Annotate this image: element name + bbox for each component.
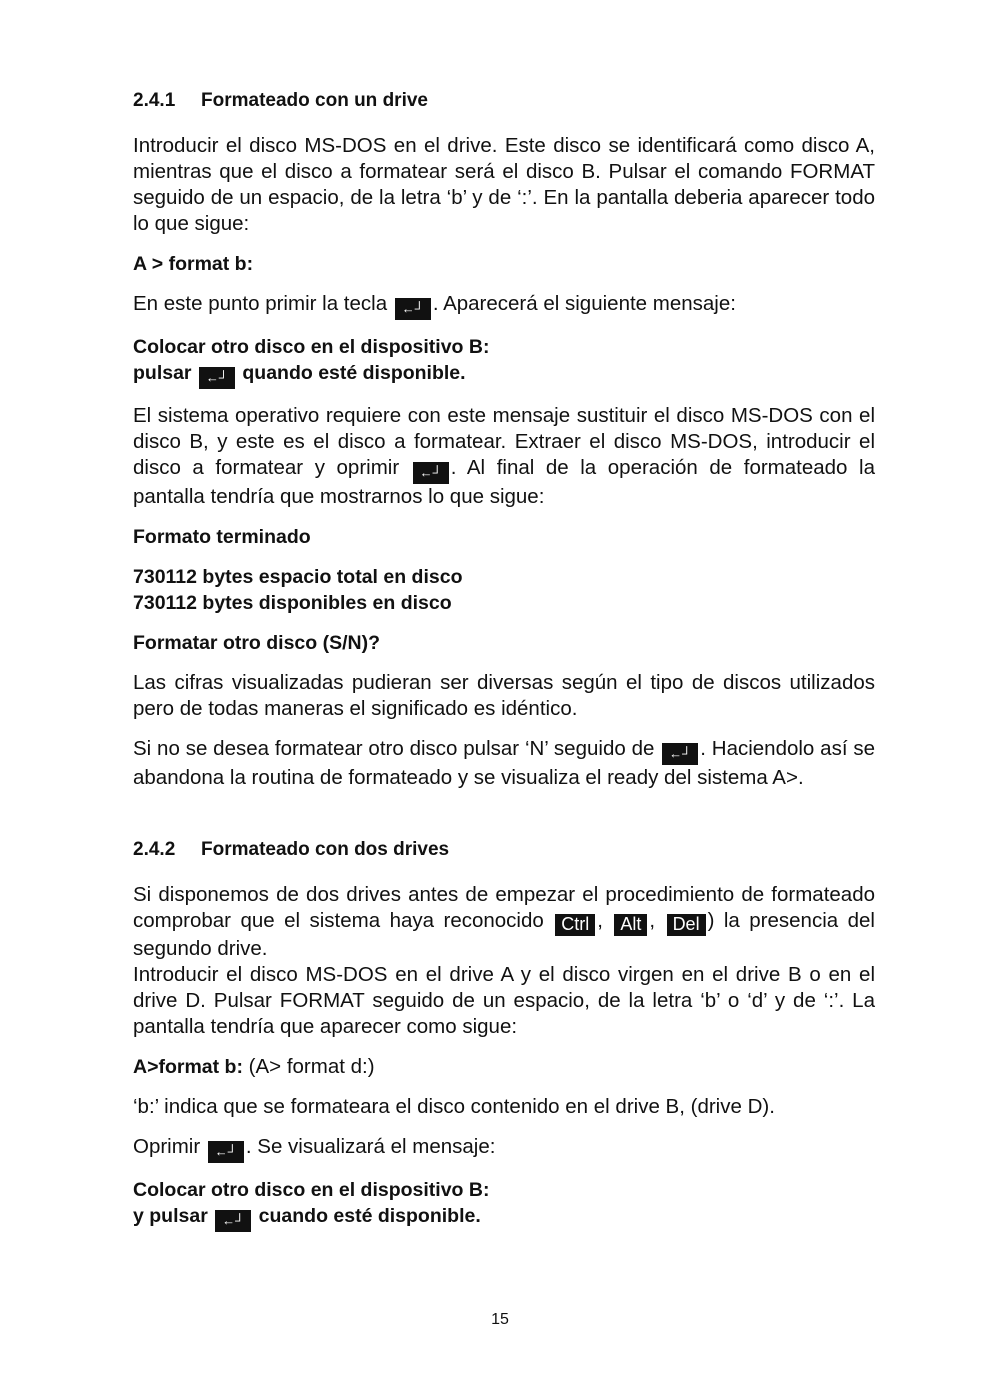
text: El sistema operativo requiere con este mensaje sustituir el disco MS-DOS con el disco B, y este es el disco a formatear. Extraer el disco MS-DOS, introducir el disco a formatear y oprimir [133,404,875,479]
text: . Al final de la operación de formateado la pantalla tendría que mostrarnos lo que sigue: [133,456,875,508]
screen-message [133,360,875,389]
text: . Haciendolo así se abandona la routina de formateado y se visualiza el ready del sistema A>. [133,737,875,789]
page-content [133,88,875,1246]
paragraph [133,736,875,791]
screen-message: Formato terminado [133,526,311,548]
del-key-icon: Del [667,914,706,936]
text: y pulsar [133,1205,208,1227]
screen-message: Colocar otro disco en el dispositivo B: [133,1179,490,1201]
paragraph [133,403,875,510]
section-title: Formateado con dos drives [201,839,450,860]
section-heading-2-4-1 [133,88,875,114]
text: A>format b: [133,1056,243,1078]
screen-message: Colocar otro disco en el dispositivo B: [133,336,490,358]
command-line: A > format b: [133,253,254,275]
alt-key-icon: Alt [614,914,647,936]
text: . Se visualizará el mensaje: [245,1135,496,1158]
paragraph [133,1134,875,1163]
paragraph [133,291,875,320]
paragraph [133,882,875,962]
screen-message [133,1203,875,1232]
section-number: 2.4.2 [133,839,176,860]
text: Si no se desea formatear otro disco pulsar ‘N’ seguido de [133,737,655,760]
text: , [597,909,603,932]
paragraph: Introducir el disco MS-DOS en el drive. Este disco se identificará como disco A, mientras que el disco a formatear será el disco B. Pulsar el comando FORMAT seguido de un espacio, de la letra ‘b’ y de ‘:’. En la pantalla deberia aparecer todo lo que sigue: [133,134,875,235]
enter-key-icon: ←┘ [215,1210,251,1232]
text: ) la presencia del segundo drive. [133,909,875,960]
text: Si disponemos de dos drives antes de empezar el procedimiento de formateado comprobar que el sistema haya reconocido [133,883,875,932]
enter-key-icon: ←┘ [208,1141,244,1163]
enter-key-icon: ←┘ [395,298,431,320]
page-number: 15 [491,1311,509,1328]
screen-message: 730112 bytes disponibles en disco [133,592,452,614]
enter-key-icon: ←┘ [662,743,698,765]
screen-message: Formatar otro disco (S/N)? [133,632,381,654]
enter-key-icon: ←┘ [413,462,449,484]
text: , [649,909,656,932]
command-line [133,1054,875,1080]
text: En este punto primir la tecla [133,292,388,315]
text: pulsar [133,362,192,384]
text: Oprimir [133,1135,201,1158]
section-number: 2.4.1 [133,90,176,111]
section-heading-2-4-2 [133,837,875,863]
paragraph: ‘b:’ indica que se formateara el disco contenido en el drive B, (drive D). [133,1095,775,1118]
screen-message: 730112 bytes espacio total en disco [133,566,463,588]
text: quando esté disponible. [242,362,466,384]
section-title: Formateado con un drive [201,90,428,111]
text: (A> format d:) [248,1055,375,1078]
text: . Aparecerá el siguiente mensaje: [432,292,736,315]
ctrl-key-icon: Ctrl [555,914,595,936]
paragraph: Las cifras visualizadas pudieran ser diversas según el tipo de discos utilizados pero de todas maneras el significado es idéntico. [133,671,875,720]
text: cuando esté disponible. [258,1205,481,1227]
paragraph: Introducir el disco MS-DOS en el drive A y el disco virgen en el drive B o en el drive D. Pulsar FORMAT seguido de un espacio, de la letra ‘b’ o ‘d’ y de ‘:’. La pantalla tendría que aparecer como sigue: [133,963,875,1038]
enter-key-icon: ←┘ [199,367,235,389]
